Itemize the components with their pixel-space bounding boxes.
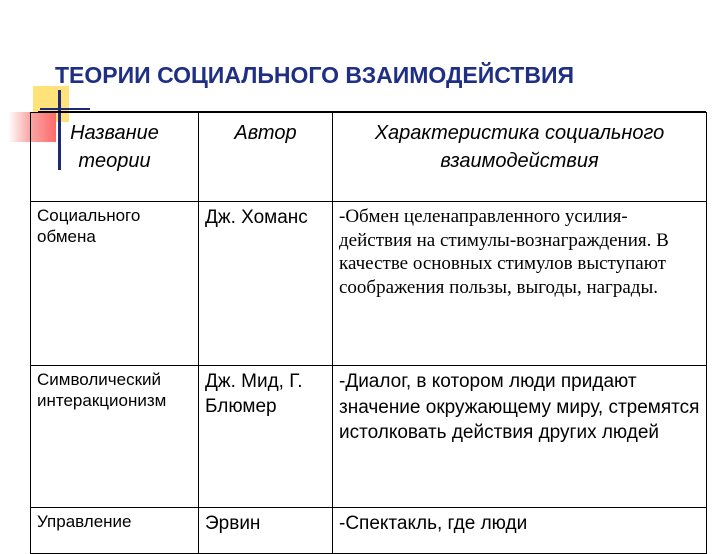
decor-horizontal-line (40, 108, 90, 110)
cell-description: -Спектакль, где люди (333, 508, 707, 554)
header-description: Характеристика социального взаимодействия (333, 113, 707, 202)
cell-author: Эрвин (199, 508, 333, 554)
cell-description: -Диалог, в котором люди придают значение окружающему миру, стремятся истолковать действия других людей (333, 366, 707, 508)
cell-theory-name: Символический интеракционизм (31, 366, 199, 508)
theories-table (30, 112, 707, 554)
cell-description: -Обмен целенаправленного усилия-действия на стимулы-вознаграждения. В качестве основных стимулов выступают соображения пользы, выгоды, награды. (333, 202, 707, 366)
cell-author: Дж. Хоманс (199, 202, 333, 366)
cell-theory-name: Управление (31, 508, 199, 554)
header-theory-name: Название теории (31, 113, 199, 202)
table-row (31, 508, 707, 554)
cell-author: Дж. Мид, Г. Блюмер (199, 366, 333, 508)
header-author: Автор (199, 113, 333, 202)
table-row (31, 202, 707, 366)
table-row (31, 366, 707, 508)
cell-theory-name: Социального обмена (31, 202, 199, 366)
slide-title: ТЕОРИИ СОЦИАЛЬНОГО ВЗАИМОДЕЙСТВИЯ (55, 62, 575, 88)
table-header-row (31, 113, 707, 202)
